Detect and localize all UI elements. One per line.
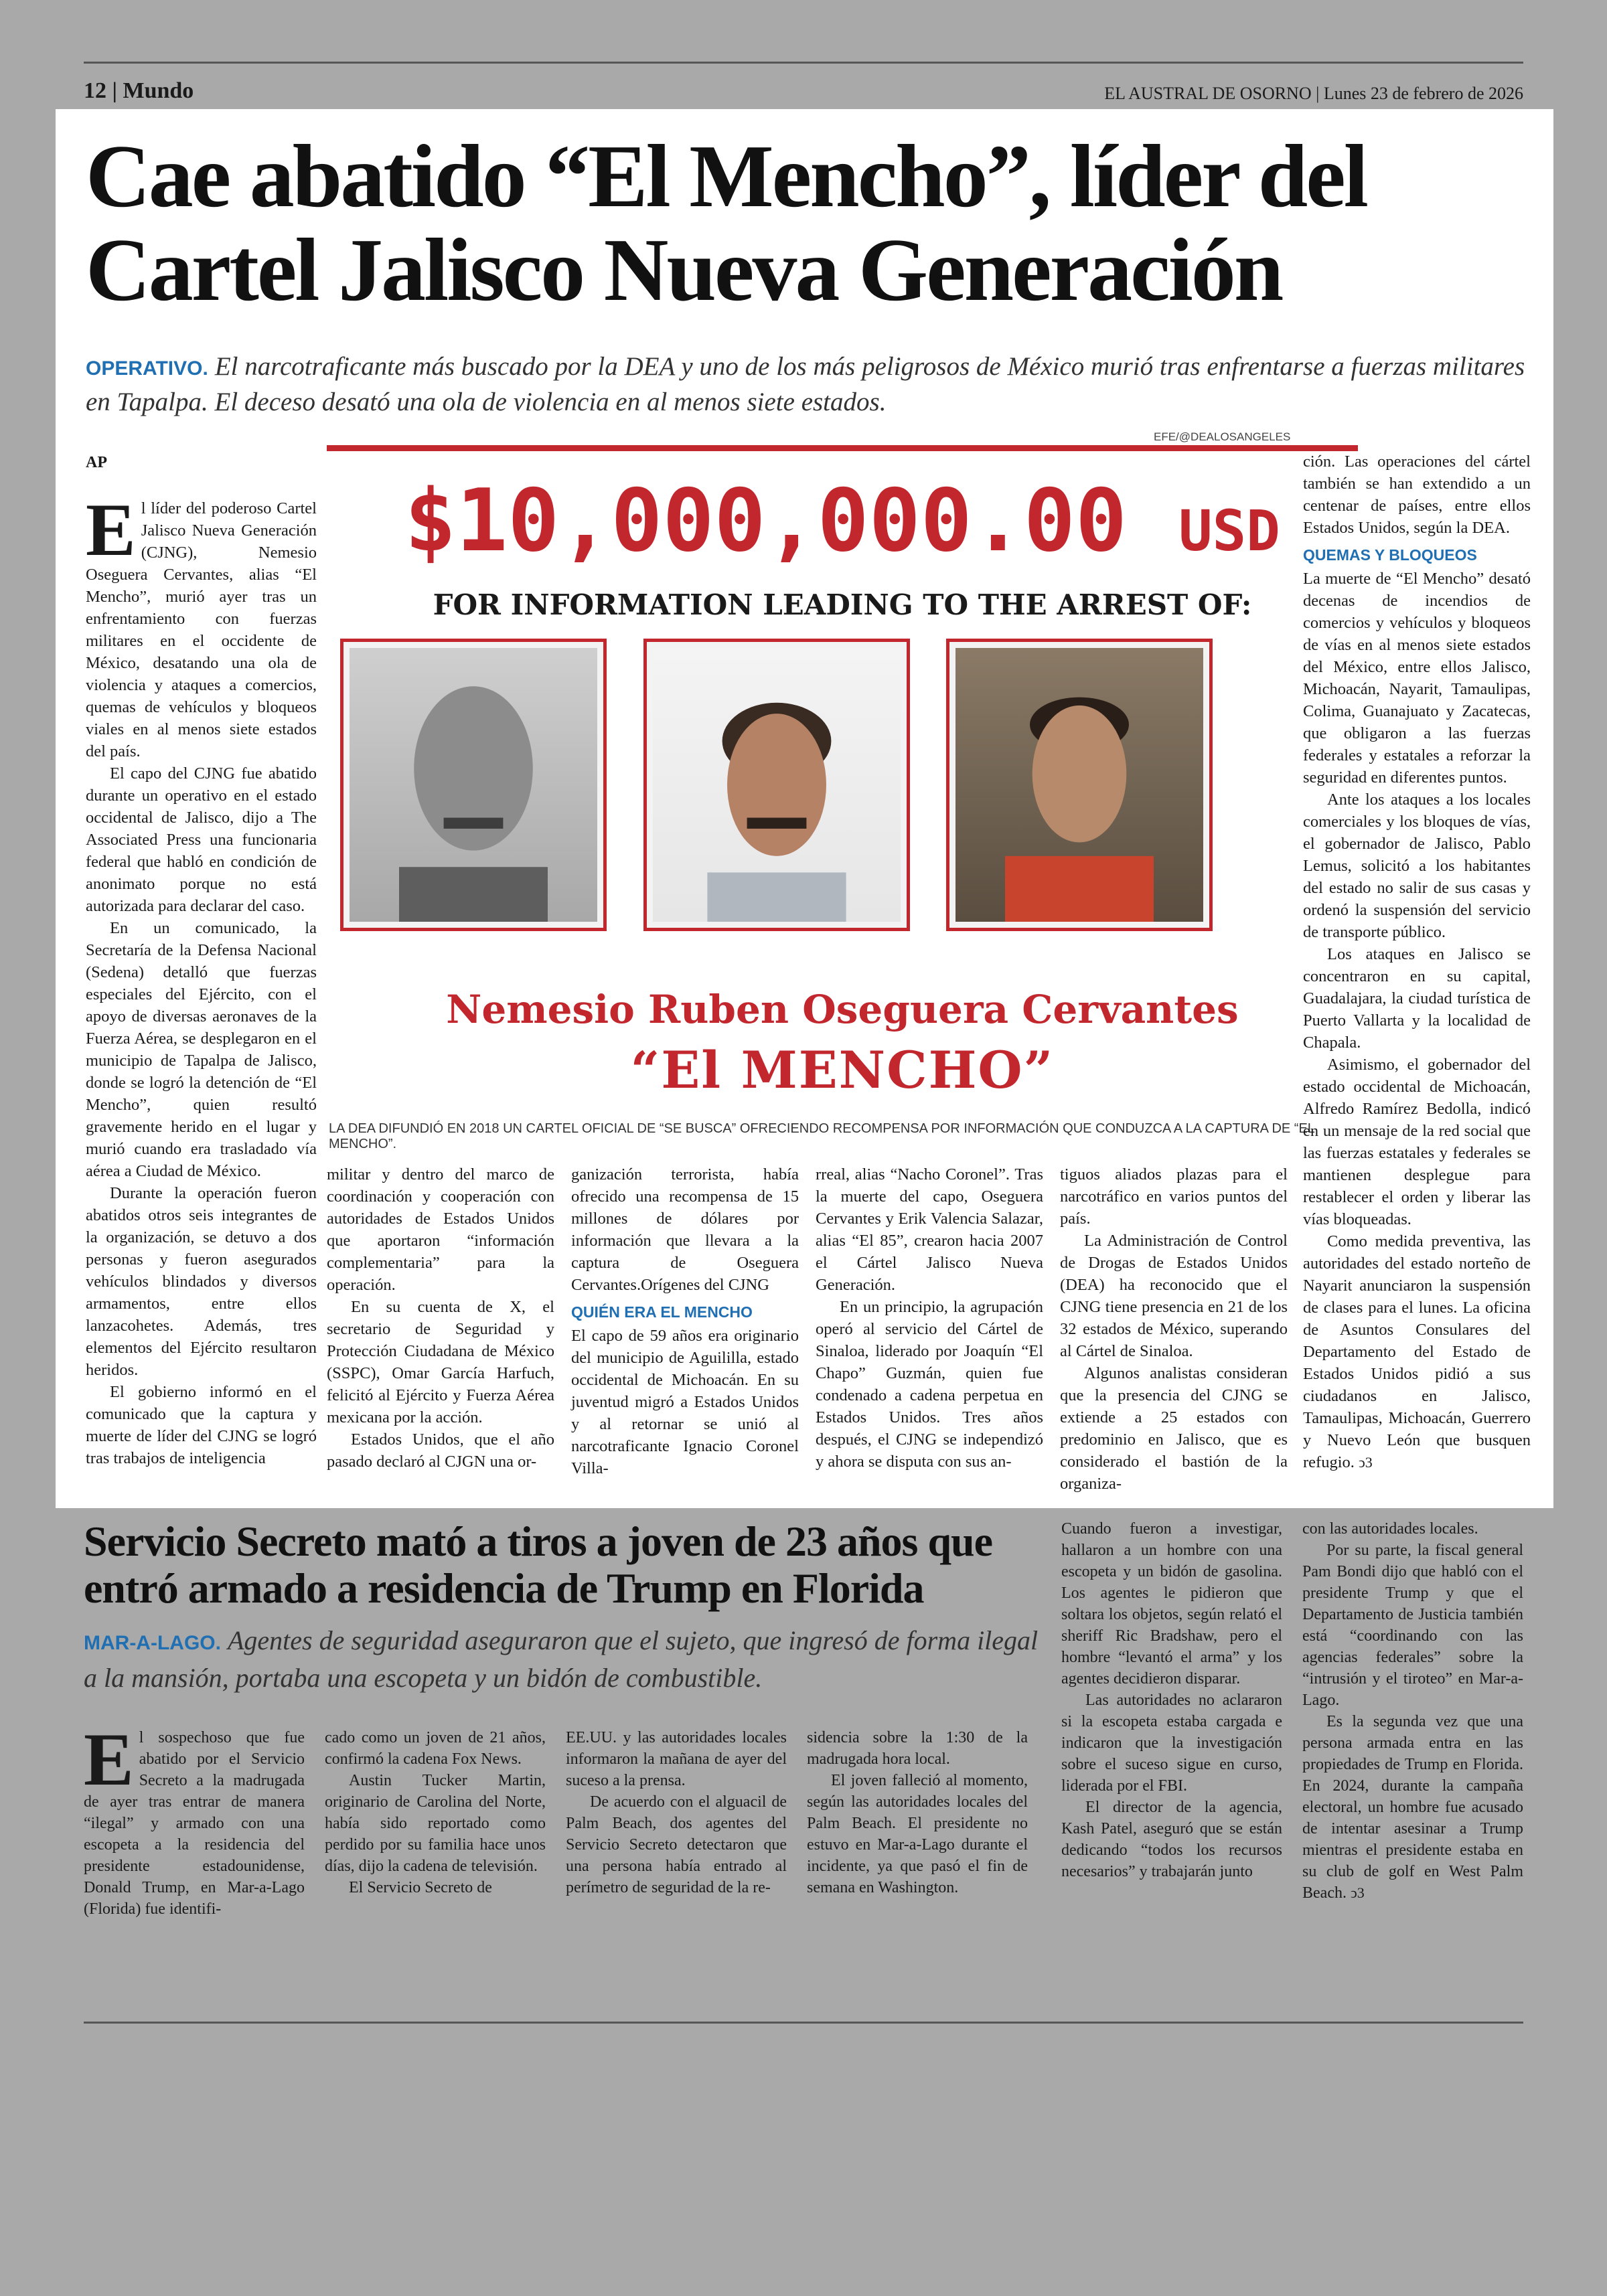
paragraph-text: l líder del poderoso Cartel Jalisco Nueva Generación (CJNG), Nemesio Oseguera Cervantes, alias “El Mencho”, murió ayer tras un enfrentamiento con fuerzas militares en el occidente de México, desatando una ola de violencia y ataques a comercios, quemas de vehículos y bloqueos viales en al menos siete estados del país. — [86, 499, 317, 760]
main-column-1 — [86, 489, 317, 1469]
byline: AP — [86, 454, 107, 471]
paragraph: El gobierno informó en el comunicado que la captura y muerte de líder del CJNG se logró tras trabajos de inteligencia — [86, 1383, 317, 1467]
drop-cap: E — [84, 1718, 134, 1801]
paragraph: Los ataques en Jalisco se concentraron en su capital, Guadalajara, la ciudad turística de Puerto Vallarta y la localidad de Chapala. — [1303, 945, 1531, 1052]
second-deck-text: Agentes de seguridad aseguraron que el sujeto, que ingresó de forma ilegal a la mansión, portaba una escopeta y un bidón de combustible. — [84, 1625, 1039, 1693]
subhead-quien-era: QUIÉN ERA EL MENCHO — [571, 1303, 753, 1321]
second-kicker: MAR-A-LAGO. — [84, 1632, 221, 1654]
paragraph — [84, 1718, 305, 1920]
info-line: FOR INFORMATION LEADING TO THE ARREST OF: — [433, 588, 1252, 621]
second-column-1 — [84, 1718, 305, 1920]
second-column-2 — [325, 1727, 546, 1898]
paragraph: tiguos aliados plazas para el narcotráfico en varios puntos del país. — [1060, 1165, 1288, 1228]
paragraph: Las autoridades no aclararon si la escopeta estaba cargada e indicaron que la investigación sobre el suceso sigue en curso, liderada por el FBI. — [1061, 1692, 1282, 1795]
second-deck — [84, 1623, 1041, 1696]
paragraph: cado como un joven de 21 años, confirmó la cadena Fox News. — [325, 1729, 546, 1768]
main-column-5 — [1060, 1163, 1288, 1495]
paragraph: Austin Tucker Martin, originario de Carolina del Norte, había sido reportado como perdido por su familia hace unos días, dijo la cadena de televisión. — [325, 1772, 546, 1875]
main-column-2 — [327, 1163, 554, 1473]
reward-amount — [327, 471, 1358, 581]
second-headline: Servicio Secreto mató a tiros a joven de 23 años que entró armado a residencia de Trump en Florida — [84, 1518, 993, 1612]
paragraph: El capo de 59 años era originario del municipio de Aguililla, estado occidental de Michoacán. En su juventud migró a Estados Unidos y al retornar se unió al narcotraficante Ignacio Coronel Villa- — [571, 1327, 799, 1477]
paragraph: con las autoridades locales. — [1302, 1520, 1478, 1538]
poster-caption: LA DEA DIFUNDIÓ EN 2018 UN CARTEL OFICIAL DE “SE BUSCA” OFRECIENDO RECOMPENSA POR INFORMACIÓN QUE CONDUZCA A LA CAPTURA DE “EL MENCHO”. — [329, 1121, 1315, 1151]
poster-alias: “El MENCHO” — [630, 1040, 1055, 1100]
paragraph: ción. Las operaciones del cártel también se han extendido a un centenar de países, entre ellos Estados Unidos, según la DEA. — [1303, 453, 1531, 537]
second-column-5 — [1061, 1518, 1282, 1882]
face-silhouette-icon — [955, 648, 1203, 922]
paragraph — [1303, 1230, 1531, 1473]
paragraph: sidencia sobre la 1:30 de la madrugada hora local. — [807, 1729, 1028, 1768]
subhead-quemas: QUEMAS Y BLOQUEOS — [1303, 546, 1477, 564]
end-mark-icon: ↄ3 — [1359, 1454, 1373, 1471]
paragraph: La muerte de “El Mencho” desató decenas de incendios de comercios y vehículos y bloqueos de vías en al menos siete estados del México, entre ellos Jalisco, Michoacán, Nayarit, Tamaulipas, Colima, Guanajuato y Zacatecas, que obligaron a las fuerzas federales y estatales a reforzar la seguridad en diferentes puntos. — [1303, 570, 1531, 787]
paragraph: De acuerdo con el alguacil de Palm Beach, dos agentes del Servicio Secreto detectaron que una persona había entrado al perímetro de seguridad de la re- — [566, 1793, 787, 1896]
paragraph: militar y dentro del marco de coordinación y cooperación con autoridades de Estados Unidos que aportaron “información complementaria” para la operación. — [327, 1165, 554, 1294]
paragraph-text: l sospechoso que fue abatido por el Servicio Secreto a la madrugada de ayer tras entrar de manera “ilegal” y armado con una escopeta a la residencia del presidente estadounidense, Donald Trump, en Mar-a-Lago (Florida) fue identifi- — [84, 1729, 305, 1918]
page-section: 12 | Mundo — [84, 78, 194, 103]
drop-cap: E — [86, 489, 136, 572]
reward-currency: USD — [1178, 498, 1280, 564]
main-column-4 — [816, 1163, 1043, 1473]
suspect-photo-2 — [643, 639, 910, 931]
publication-date: EL AUSTRAL DE OSORNO | Lunes 23 de febrero de 2026 — [1104, 84, 1523, 103]
main-headline: Cae abatido “El Mencho”, líder del Cartel Jalisco Nueva Generación — [86, 127, 1367, 319]
paragraph: El Servicio Secreto de — [349, 1879, 492, 1896]
wanted-poster — [327, 445, 1358, 1224]
page-header — [84, 62, 1523, 104]
photo-credit: EFE/@DEALOSANGELES — [1154, 430, 1291, 443]
paragraph: Por su parte, la fiscal general Pam Bondi dijo que habló con el presidente Trump y que el Departamento de Justicia también está “coordinando con las agencias federales” sobre la “intrusión y el tiroteo” en Mar-a-Lago. — [1302, 1542, 1523, 1709]
main-column-3 — [571, 1163, 799, 1479]
main-column-6 — [1303, 450, 1531, 1473]
paragraph: En un principio, la agrupación operó al servicio del Cártel de Sinaloa, liderado por Joaquín “El Chapo” Guzmán, quien fue condenado a cadena perpetua en Estados Unidos. Tres años después, el CJNG se independizó y ahora se disputa con sus an- — [816, 1298, 1043, 1471]
paragraph — [1302, 1711, 1523, 1904]
paragraph: Ante los ataques a los locales comerciales y los bloques de vías, el gobernador de Jalisco, Pablo Lemus, solicitó a los habitantes del estado no salir de sus casas y ordenó la suspensión del servicio de transporte público. — [1303, 791, 1531, 941]
paragraph-text: Como medida preventiva, las autoridades del estado norteño de Nayarit anunciaron la suspensión de clases para el lunes. La oficina de Asuntos Consulares del Departamento del Estado de Estados Unidos pidió a sus ciudadanos en Jalisco, Tamaulipas, Michoacán, Guerrero y Nuevo León que busquen refugio. — [1303, 1232, 1531, 1471]
paragraph: Cuando fueron a investigar, hallaron a un hombre con una escopeta y un bidón de gasolina. Los agentes le pidieron que soltara los objetos, según relató el sheriff Ric Bradshaw, pero el hombre “levantó el arma” y los agentes decidieron disparar. — [1061, 1520, 1282, 1688]
face-silhouette-icon — [653, 648, 901, 922]
paragraph: rreal, alias “Nacho Coronel”. Tras la muerte del capo, Oseguera Cervantes y Erik Valencia Salazar, alias “El 85”, crearon hacia 2007 el Cártel Jalisco Nueva Generación. — [816, 1165, 1043, 1294]
bottom-divider — [84, 2022, 1523, 2024]
paragraph: El joven falleció al momento, según las autoridades locales del Palm Beach. El presidente no estuvo en Mar-a-Lago durante el incidente, ya que pasó el fin de semana en Washington. — [807, 1772, 1028, 1896]
main-kicker: OPERATIVO. — [86, 357, 208, 380]
paragraph: Asimismo, el gobernador del estado occidental de Michoacán, Alfredo Ramírez Bedolla, indicó en un mensaje de la red social que las fuerzas estatales y federales se mantienen desplegue para restablecer el orden y liberar las vías bloqueadas. — [1303, 1056, 1531, 1228]
paragraph: Durante la operación fueron abatidos otros seis integrantes de la organización, se detuvo a dos personas y fueron asegurados vehículos blindados y diversos armamentos, entre ellos lanzacohetes. Además, tres elementos del Ejército resultaron heridos. — [86, 1184, 317, 1379]
paragraph: Algunos analistas consideran que la presencia del CJNG se extiende a 25 estados con predominio en Jalisco, que es considerado el bastión de la organiza- — [1060, 1364, 1288, 1493]
reward-value: $10,000,000.00 — [404, 471, 1128, 571]
main-deck — [86, 350, 1525, 419]
paragraph: ganización terrorista, había ofrecido una recompensa de 15 millones de dólares por información que llevara a la captura de Oseguera Cervantes.Orígenes del CJNG — [571, 1165, 799, 1294]
second-column-3 — [566, 1727, 787, 1898]
paragraph: EE.UU. y las autoridades locales informaron la mañana de ayer del suceso a la prensa. — [566, 1729, 787, 1789]
paragraph: En un comunicado, la Secretaría de la Defensa Nacional (Sedena) detalló que fuerzas especiales del Ejército, con el apoyo de diversas aeronaves de la Fuerza Aérea, se desplegaron en el municipio de Tapalpa de Jalisco, donde se logró la detención de “El Mencho”, quien resultó gravemente herido en el lugar y murió cuando era trasladado vía aérea a Ciudad de México. — [86, 919, 317, 1180]
face-silhouette-icon — [350, 648, 597, 922]
poster-name: Nemesio Ruben Oseguera Cervantes — [446, 987, 1239, 1032]
second-column-6 — [1302, 1518, 1523, 1904]
main-article — [56, 109, 1553, 1508]
suspect-photo-3 — [946, 639, 1213, 931]
suspect-photo-1 — [340, 639, 607, 931]
second-column-4 — [807, 1727, 1028, 1898]
paragraph: El director de la agencia, Kash Patel, aseguró que se están dedicando “todos los recursos necesarios” y trabajarán junto — [1061, 1799, 1282, 1880]
paragraph: La Administración de Control de Drogas de Estados Unidos (DEA) ha reconocido que el CJNG tiene presencia en 21 de los 32 estados de México, superando al Cártel de Sinaloa. — [1060, 1232, 1288, 1360]
paragraph: En su cuenta de X, el secretario de Seguridad y Protección Ciudadana de México (SSPC), Omar García Harfuch, felicitó al Ejército y Fuerza Aérea mexicana por la acción. — [327, 1298, 554, 1426]
end-mark-icon: ↄ3 — [1350, 1884, 1365, 1901]
paragraph: Estados Unidos, que el año pasado declaró al CJGN una or- — [327, 1430, 554, 1471]
main-deck-text: El narcotraficante más buscado por la DEA y uno de los más peligrosos de México murió tras enfrentarse a fuerzas militares en Tapalpa. El deceso desató una ola de violencia en al menos siete estados. — [86, 352, 1525, 416]
paragraph — [86, 489, 317, 762]
paragraph-text: Es la segunda vez que una persona armada entra en las propiedades de Trump en Florida. En 2024, durante la campaña electoral, un hombre fue acusado de intentar asesinar a Trump mientras el presidente estaba en su club de golf en West Palm Beach. — [1302, 1713, 1523, 1902]
paragraph: El capo del CJNG fue abatido durante un operativo en el estado occidental de Jalisco, dijo a The Associated Press una funcionaria federal que habló en condición de anonimato porque no está autorizada para declarar del caso. — [86, 764, 317, 915]
